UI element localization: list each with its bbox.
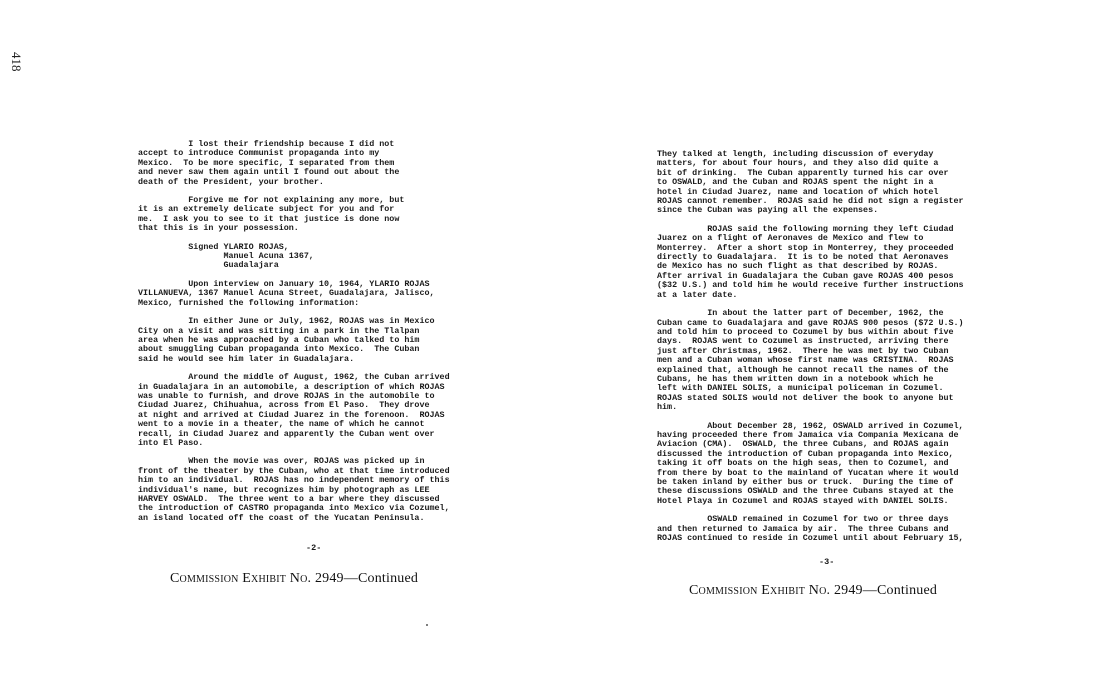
paragraph: Around the middle of August, 1962, the Cuban arrived in Guadalajara in an automobile, a description of which ROJAS was unable to furnish, and drove ROJAS in the automobile to Ciudad Juarez, Chihuahua, across from El Paso. They drove at night and arrived at Ciudad Juarez in the forenoon. ROJAS went to a movie in a theater, the name of which he cannot recall, in Ciudad Juarez and apparently the Cuban went over into El Paso.	[138, 372, 450, 448]
caption-prefix: Commission Exhibit No.	[689, 583, 831, 598]
paragraph: Upon interview on January 10, 1964, YLARIO ROJAS VILLANUEVA, 1367 Manuel Acuna Street, Guadalajara, Jalisco, Mexico, furnished the following information:	[138, 278, 435, 308]
caption-number: 2949	[314, 571, 344, 586]
left-exhibit-caption	[170, 571, 418, 587]
left-folio: -2-	[306, 543, 322, 553]
caption-prefix: Commission Exhibit No.	[170, 571, 312, 586]
paragraph: ROJAS said the following morning they left Ciudad Juarez on a flight of Aeronaves de Mexico and flew to Monterrey. After a short stop in Monterrey, they proceeded directly to Guadalajara. It is to be noted that Aeronaves de Mexico has no such flight as that described by ROJAS. After arrival in Guadalajara the Cuban gave ROJAS 400 pesos ($32 U.S.) and told him he would receive further instructions at a later date.	[657, 223, 964, 300]
caption-number: 2949	[833, 583, 863, 598]
paragraph: They talked at length, including discussion of everyday matters, for about four hours, and they also did quite a bit of drinking. The Cuban apparently turned his car over to OSWALD, and the Cuban and ROJAS spent the night in a hotel in Ciudad Juarez, name and location of which hotel ROJAS cannot remember. ROJAS said he did not sign a register since the Cuban was paying all the expenses.	[657, 149, 964, 216]
paragraph: In either June or July, 1962, ROJAS was in Mexico City on a visit and was sitting in a park in the Tlalpan area when he was approached by a Cuban who talked to him about smuggling Cuban propaganda into Mexico. The Cuban said he would see him later in Guadalajara.	[138, 316, 435, 364]
right-folio: -3-	[819, 557, 835, 567]
scan-speck	[426, 624, 428, 626]
paragraph: When the movie was over, ROJAS was picked up in front of the theater by the Cuban, who at that time introduced him to an individual. ROJAS has no independent memory of this individual's name, but recognizes him by photograph as LEE HARVEY OSWALD. The three went to a bar where they discussed the introduction of CASTRO propaganda into Mexico via Cozumel, an island located off the coast of the Yucatan Peninsula.	[138, 456, 450, 523]
signature-block: Signed YLARIO ROJAS, Manuel Acuna 1367, Guadalajara	[188, 241, 314, 271]
caption-suffix: —Continued	[862, 583, 938, 598]
paragraph: In about the latter part of December, 1962, the Cuban came to Guadalajara and gave ROJAS 900 pesos ($72 U.S.) and told him to proceed to Cozumel by bus within about five days. ROJAS went to Cozumel as instructed, arriving there just after Christmas, 1962. There he was met by two Cuban men and a Cuban woman whose first name was CRISTINA. ROJAS explained that, although he cannot recall the names of the Cubans, he has them written down in a notebook which he left with DANIEL SOLIS, a municipal policeman in Cozumel. ROJAS stated SOLIS would not deliver the book to anyone but him.	[657, 308, 964, 413]
right-exhibit-caption	[689, 583, 937, 599]
paragraph: Forgive me for not explaining any more, but it is an extremely delicate subject for you and for me. I ask you to see to it that justice is done now that this is in your possession.	[138, 195, 405, 234]
paragraph: OSWALD remained in Cozumel for two or three days and then returned to Jamaica by air. The three Cubans and ROJAS continued to reside in Cozumel until about February 15,	[657, 514, 964, 544]
left-page-body	[138, 140, 498, 532]
right-page-body	[657, 150, 1017, 552]
paragraph: I lost their friendship because I did not accept to introduce Communist propaganda into my Mexico. To be more specific, I separated from them and never saw them again until I found out about the death of the President, your brother.	[138, 139, 400, 187]
paragraph: About December 28, 1962, OSWALD arrived in Cozumel, having proceeded there from Jamaica via Compania Mexicana de Aviacion (CMA). OSWALD, the three Cubans, and ROJAS again discussed the introduction of Cuban propaganda into Mexico, taking it off boats on the high seas, then to Cozumel, and from there by boat to the mainland of Yucatan where it would be taken inland by either bus or truck. During the time of these discussions OSWALD and the three Cubans stayed at the Hotel Playa in Cozumel and ROJAS stayed with DANIEL SOLIS.	[657, 420, 964, 506]
page-number: 418	[9, 52, 24, 72]
caption-suffix: —Continued	[343, 571, 419, 586]
